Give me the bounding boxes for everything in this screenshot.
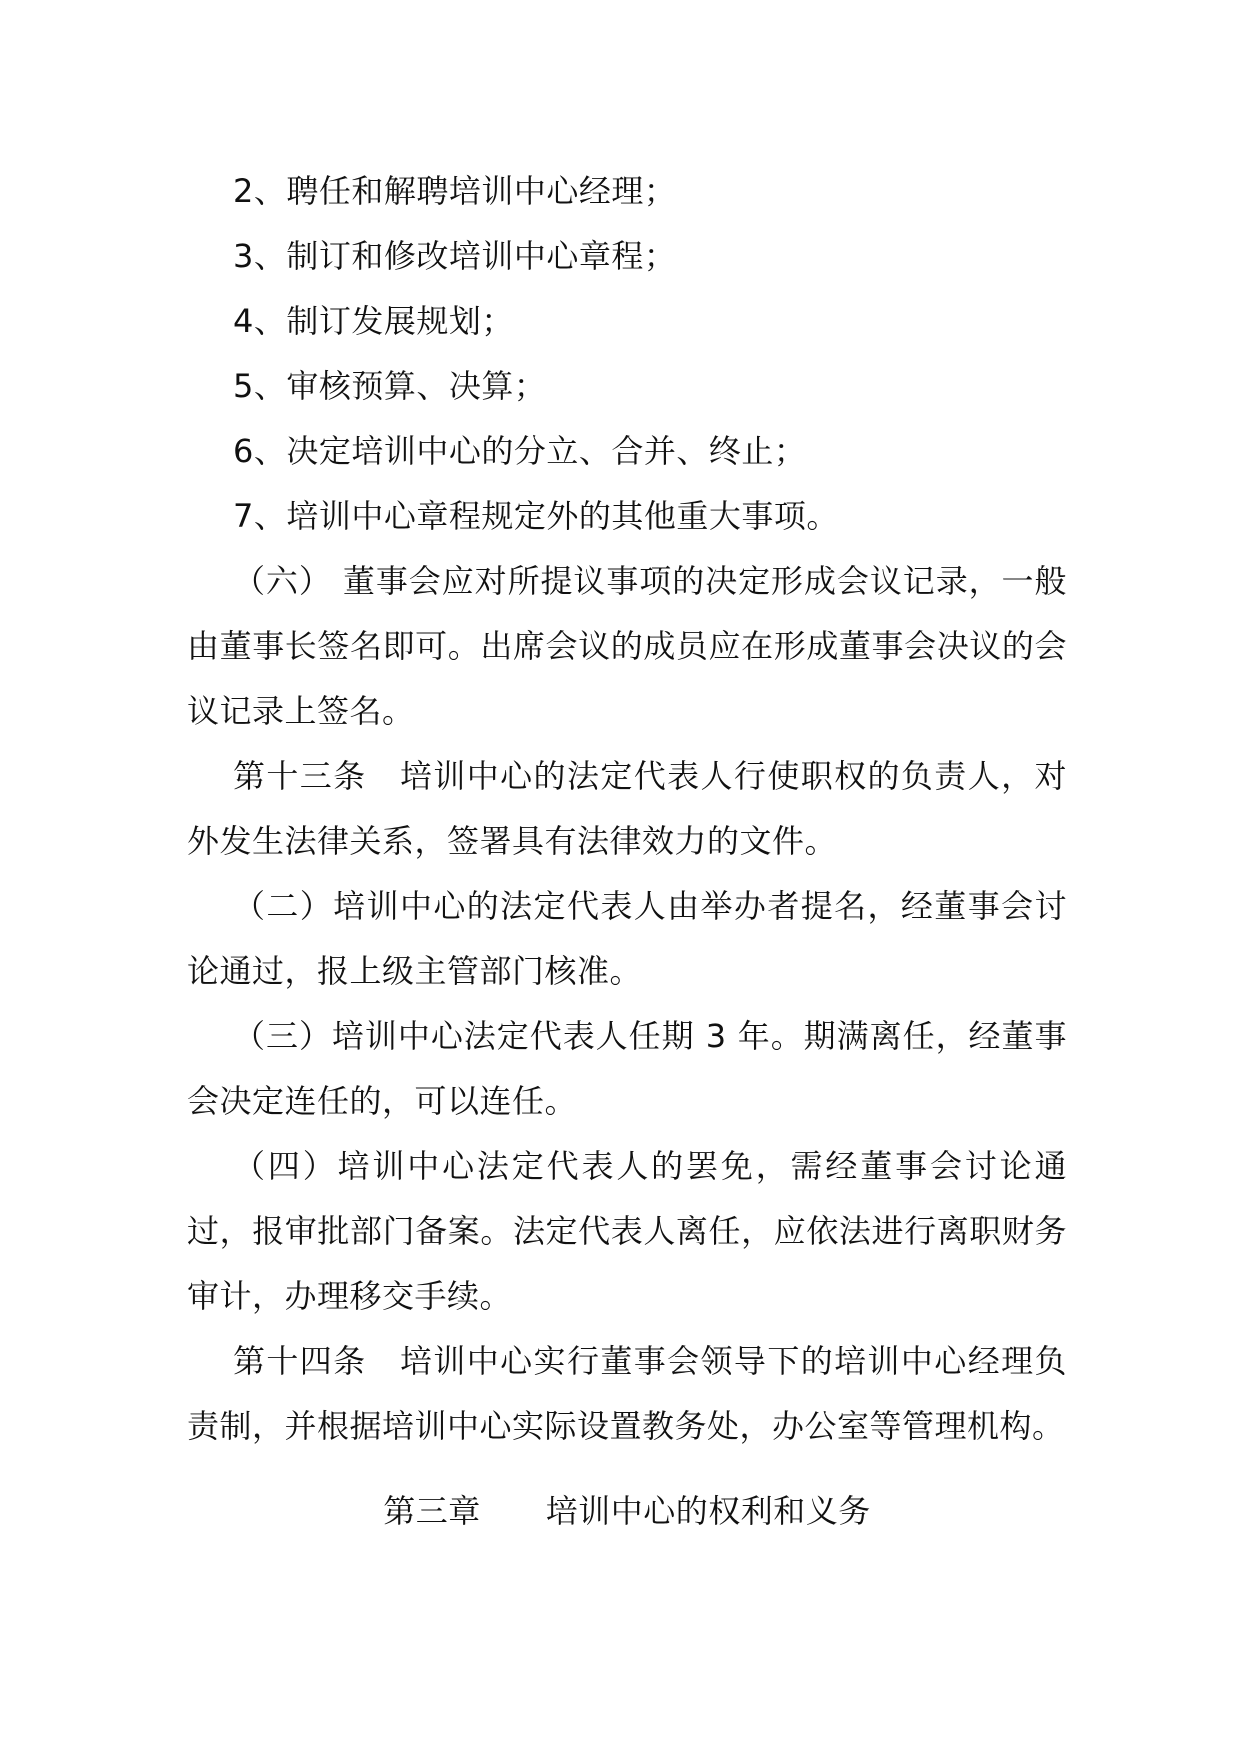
paragraph: （四）培训中心法定代表人的罢免，需经董事会讨论通过，报审批部门备案。法定代表人离任，应依法进行离职财务审计，办理移交手续。 — [187, 1147, 1067, 1315]
document-body — [187, 159, 1067, 1544]
paragraph: 第十四条 培训中心实行董事会领导下的培训中心经理负责制，并根据培训中心实际设置教务处，办公室等管理机构。 — [187, 1342, 1067, 1445]
list-item: 7、培训中心章程规定外的其他重大事项。 — [233, 497, 839, 535]
paragraph: （六） 董事会应对所提议事项的决定形成会议记录，一般由董事长签名即可。出席会议的成员应在形成董事会决议的会议记录上签名。 — [187, 562, 1067, 730]
list-item: 3、制订和修改培训中心章程； — [233, 237, 677, 275]
list-item: 4、制订发展规划； — [233, 302, 514, 340]
list-item: 2、聘任和解聘培训中心经理； — [233, 172, 677, 210]
paragraph: 第十三条 培训中心的法定代表人行使职权的负责人，对外发生法律关系，签署具有法律效力的文件。 — [187, 757, 1067, 860]
list-item: 5、审核预算、决算； — [233, 367, 547, 405]
list-item: 6、决定培训中心的分立、合并、终止； — [233, 432, 807, 470]
chapter-heading: 第三章 培训中心的权利和义务 — [383, 1492, 871, 1530]
paragraph: （二）培训中心的法定代表人由举办者提名，经董事会讨论通过，报上级主管部门核准。 — [187, 887, 1067, 990]
paragraph: （三）培训中心法定代表人任期 3 年。期满离任，经董事会决定连任的，可以连任。 — [187, 1017, 1067, 1120]
